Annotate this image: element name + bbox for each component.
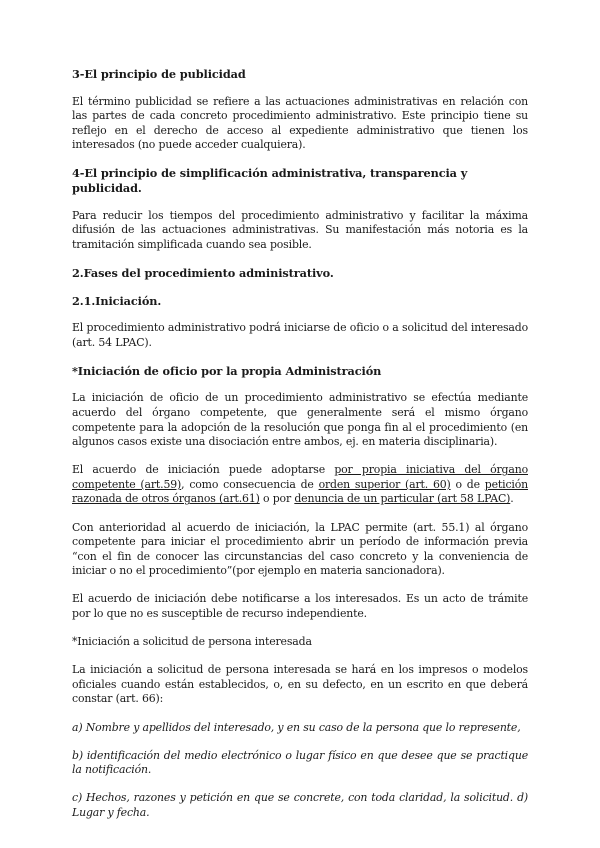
paragraph-solicitud-1: La iniciación a solicitud de persona interesada se hará en los impresos o modelos oficiales cuando están establecidos, o, en su defecto, en un escrito en que deberá constar (art. 66): [72,663,528,706]
underlined-peticion-razonada: petición razonada de otros órganos (art.61) [72,477,529,506]
text-span: El acuerdo de iniciación puede adoptarse [72,463,335,477]
section-heading-fases: 2.Fases del procedimiento administrativo. [72,265,334,280]
subheading-iniciacion-solicitud: *Iniciación a solicitud de persona interesada [72,635,312,649]
text-span: . [510,492,514,506]
underlined-propia-iniciativa: por propia iniciativa del órgano competente (art.59) [72,463,528,491]
underlined-denuncia: denuncia de un particular (art 58 LPAC) [294,492,511,506]
underlined-orden-superior: orden superior (art. 60) [318,477,451,491]
list-item-b: b) identificación del medio electrónico o lugar físico en que desee que se practique la notificación. [72,748,528,777]
section-heading-iniciacion: 2.1.Iniciación. [72,293,162,308]
text-span: , como consecuencia de [181,477,319,491]
paragraph-oficio-4: El acuerdo de iniciación debe notificarse a los interesados. Es un acto de trámite por lo que no es susceptible de recurso independiente. [72,592,528,621]
section-heading-simplificacion: 4-El principio de simplificación administrativa, transparencia y publicidad. [72,166,468,196]
list-item-a: a) Nombre y apellidos del interesado, y en su caso de la persona que lo represente, [72,720,521,734]
list-item-c: c) Hechos, razones y petición en que se concrete, con toda claridad, la solicitud. d) Lugar y fecha. [72,791,528,819]
paragraph-oficio-1: La iniciación de oficio de un procedimiento administrativo se efectúa mediante acuerdo del órgano competente, que generalmente será el mismo órgano competente para la adopción de la resolución que ponga fin al el procedimiento (en algunos casos existe una disociación entre ambos, ej. en materia disciplinaria). [72,391,528,449]
paragraph-simplificacion: Para reducir los tiempos del procedimiento administrativo y facilitar la máxima difusión de las actuaciones administrativas. Su manifestación más notoria es la tramitación simplificada cuando sea posible. [72,208,528,251]
section-heading-publicidad: 3-El principio de publicidad [72,67,246,81]
paragraph-oficio-3: Con anterioridad al acuerdo de iniciación, la LPAC permite (art. 55.1) al órgano competente para iniciar el procedimiento abrir un período de información previa “con el fin de conocer las circunstancias del caso concreto y la conveniencia de iniciar o no el procedimiento”(por ejemplo en materia sancionadora). [72,520,528,578]
paragraph-oficio-2 [72,463,528,507]
subheading-iniciacion-oficio: *Iniciación de oficio por la propia Administración [72,363,382,378]
paragraph-publicidad: El término publicidad se refiere a las actuaciones administrativas en relación con las partes de cada concreto procedimiento administrativo. Este principio tiene su reflejo en el derecho de acceso al expediente administrativo que tienen los interesados (no puede acceder cualquiera). [72,94,528,152]
text-span: o de [450,477,485,491]
paragraph-iniciacion: El procedimiento administrativo podrá iniciarse de oficio o a solicitud del interesado (art. 54 LPAC). [72,321,528,349]
text-span: o por [259,492,295,506]
